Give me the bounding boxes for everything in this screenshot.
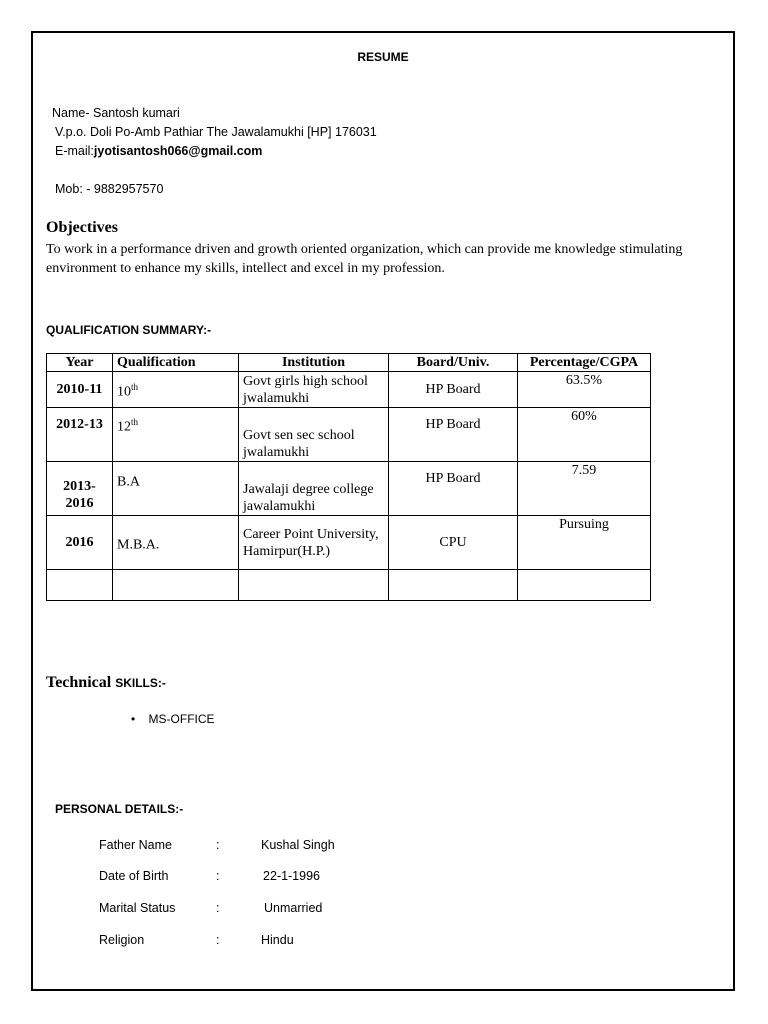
personal-details-heading: PERSONAL DETAILS:- <box>55 802 184 816</box>
objectives-heading: Objectives <box>46 219 118 236</box>
technical-heading-small: SKILLS:- <box>115 676 166 690</box>
email-value: jyotisantosh066@gmail.com <box>93 144 263 158</box>
cell-empty <box>239 570 389 601</box>
personal-value: Unmarried <box>264 901 323 915</box>
technical-heading-main: Technical <box>46 674 116 691</box>
table-row <box>47 462 651 516</box>
qualification-sup: th <box>131 417 139 427</box>
cell-qualification <box>113 516 239 570</box>
cell-year: 2012-13 <box>47 408 113 462</box>
cell-percentage: 60% <box>518 408 651 462</box>
cell-board: HP Board <box>389 408 518 462</box>
cell-year: 2010-11 <box>47 372 113 408</box>
qualification-text: B.A <box>117 474 140 490</box>
cell-board: CPU <box>389 516 518 570</box>
qualification-text: M.B.A. <box>117 537 160 553</box>
personal-value: Hindu <box>261 933 294 947</box>
cell-empty <box>389 570 518 601</box>
resume-page <box>31 31 735 991</box>
column-header-percentage: Percentage/CGPA <box>518 354 651 372</box>
qualification-text: 10 <box>117 384 131 400</box>
table-header-row <box>47 354 651 372</box>
objectives-text: To work in a performance driven and growth oriented organization, which can provide me knowledge stimulating environment to enhance my skills, intellect and excel in my profession. <box>46 242 683 276</box>
contact-mobile: Mob: - 9882957570 <box>55 182 164 196</box>
table-row <box>47 516 651 570</box>
column-header-institution: Institution <box>239 354 389 372</box>
personal-label: Marital Status <box>99 901 176 915</box>
cell-year: 2013-2016 <box>47 462 113 516</box>
cell-board: HP Board <box>389 372 518 408</box>
personal-label: Religion <box>99 933 145 947</box>
cell-qualification <box>113 372 239 408</box>
cell-institution: Govt sen sec school jwalamukhi <box>239 408 389 462</box>
cell-percentage: Pursuing <box>518 516 651 570</box>
qualification-table <box>46 353 651 601</box>
qualification-text: 12 <box>117 419 131 435</box>
cell-percentage: 7.59 <box>518 462 651 516</box>
contact-email <box>55 144 262 158</box>
personal-value: 22-1-1996 <box>263 869 320 883</box>
cell-empty <box>518 570 651 601</box>
table-row <box>47 408 651 462</box>
cell-qualification <box>113 408 239 462</box>
cell-institution: Govt girls high school jwalamukhi <box>239 372 389 408</box>
personal-label: Date of Birth <box>99 869 169 883</box>
personal-value: Kushal Singh <box>261 838 335 852</box>
cell-empty <box>113 570 239 601</box>
email-label: E-mail: <box>55 144 94 158</box>
personal-separator: : <box>216 901 220 915</box>
cell-empty <box>47 570 113 601</box>
bullet-icon: • <box>131 712 136 726</box>
technical-skills-heading <box>46 674 166 692</box>
skill-label: MS-OFFICE <box>148 712 215 726</box>
qualification-sup: th <box>131 381 139 392</box>
cell-institution: Jawalaji degree college jawalamukhi <box>239 462 389 516</box>
column-header-board: Board/Univ. <box>389 354 518 372</box>
table-row <box>47 372 651 408</box>
personal-separator: : <box>216 838 220 852</box>
document-title: RESUME <box>357 50 409 64</box>
qualification-heading: QUALIFICATION SUMMARY:- <box>46 323 212 337</box>
contact-name: Name- Santosh kumari <box>52 106 180 120</box>
personal-separator: : <box>216 933 220 947</box>
personal-label: Father Name <box>99 838 172 852</box>
column-header-year: Year <box>47 354 113 372</box>
contact-address: V.p.o. Doli Po-Amb Pathiar The Jawalamukhi [HP] 176031 <box>55 125 377 139</box>
cell-year: 2016 <box>47 516 113 570</box>
personal-separator: : <box>216 869 220 883</box>
cell-institution: Career Point University, Hamirpur(H.P.) <box>239 516 389 570</box>
column-header-qualification: Qualification <box>113 354 239 372</box>
cell-board: HP Board <box>389 462 518 516</box>
skill-list-item <box>131 712 215 726</box>
cell-qualification <box>113 462 239 516</box>
cell-percentage: 63.5% <box>518 372 651 408</box>
table-row-empty <box>47 570 651 601</box>
